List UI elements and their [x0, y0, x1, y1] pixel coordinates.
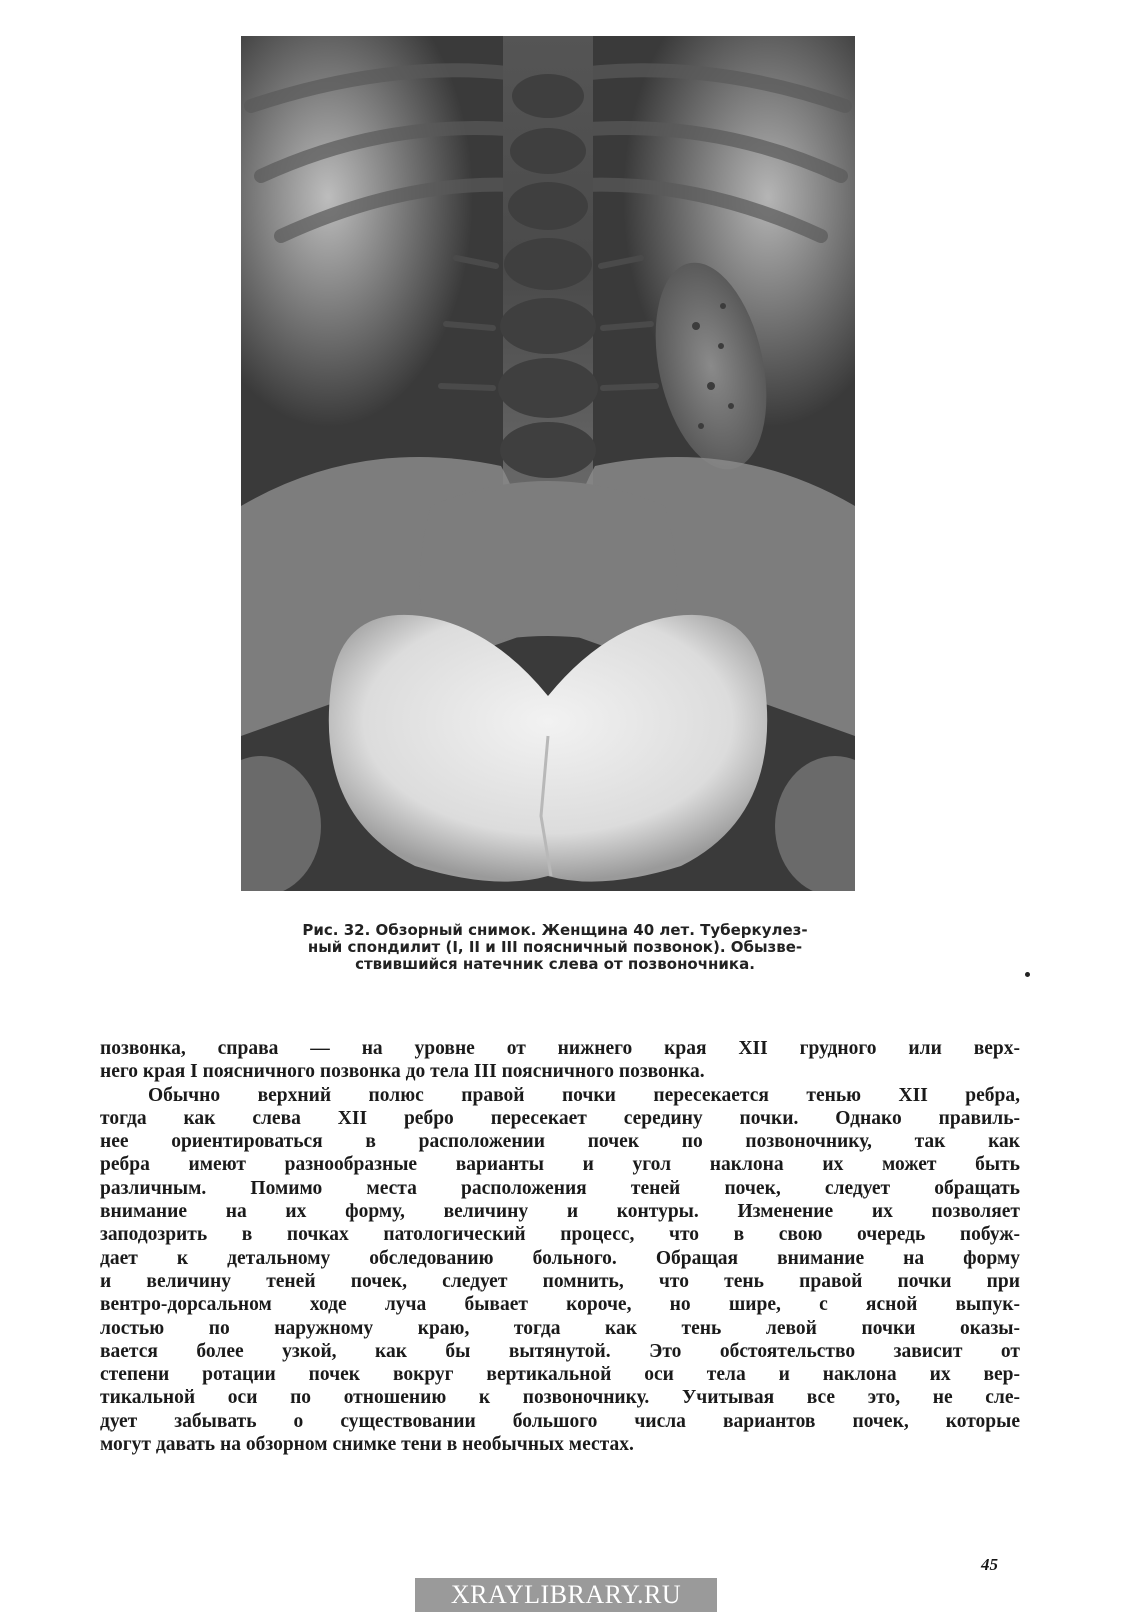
body-line: тикальной оси по отношению к позвоночнику. Учитывая все это, не сле- [100, 1387, 1020, 1409]
body-line: дает к детальному обследованию больного. Обращая внимание на форму [100, 1247, 1020, 1269]
body-line: Обычно верхний полюс правой почки пересекается тенью XII ребра, [148, 1084, 1020, 1106]
body-line: вентро-дорсальном ходе луча бывает короче, но шире, с ясной выпук- [100, 1294, 1020, 1316]
body-line: внимание на их форму, величину и контуры. Изменение их позволяет [100, 1201, 1020, 1223]
body-line: тогда как слева XII ребро пересекает середину почки. Однако правиль- [100, 1107, 1020, 1129]
body-line: заподозрить в почках патологический процесс, что в свою очередь побуж- [100, 1224, 1020, 1246]
page-number: 45 [981, 1555, 998, 1574]
radiograph-image [241, 36, 855, 891]
body-line: различным. Помимо места расположения теней почек, следует обращать [100, 1177, 1020, 1199]
body-line: него края I поясничного позвонка до тела III поясничного позвонка. [100, 1061, 705, 1083]
body-line: лостью по наружному краю, тогда как тень левой почки оказы- [100, 1317, 1020, 1339]
caption-line: ствившийся натечник слева от позвоночника. [355, 955, 755, 973]
body-line: ребра имеют разнообразные варианты и угол наклона их может быть [100, 1154, 1020, 1176]
body-line: дует забывать о существовании большого числа вариантов почек, которые [100, 1410, 1020, 1432]
caption-line: ный спондилит (I, II и III поясничный позвонок). Обызве- [307, 938, 803, 956]
body-text [100, 1037, 1020, 1456]
body-line: позвонка, справа — на уровне от нижнего края XII грудного или верх- [100, 1038, 1020, 1059]
watermark: XRAYLIBRARY.RU [415, 1578, 717, 1612]
figure-caption [235, 922, 875, 973]
body-line: могут давать на обзорном снимке тени в необычных местах. [100, 1434, 634, 1456]
radiograph-figure [241, 36, 855, 891]
stray-dot [1025, 972, 1030, 977]
body-line: и величину теней почек, следует помнить, что тень правой почки при [100, 1270, 1020, 1292]
body-line: степени ротации почек вокруг вертикальной оси тела и наклона их вер- [100, 1364, 1020, 1386]
body-line: нее ориентироваться в расположении почек по позвоночнику, так как [100, 1131, 1020, 1153]
caption-line: Рис. 32. Обзорный снимок. Женщина 40 лет. Туберкулез- [302, 921, 808, 939]
body-line: вается более узкой, как бы вытянутой. Это обстоятельство зависит от [100, 1340, 1020, 1362]
